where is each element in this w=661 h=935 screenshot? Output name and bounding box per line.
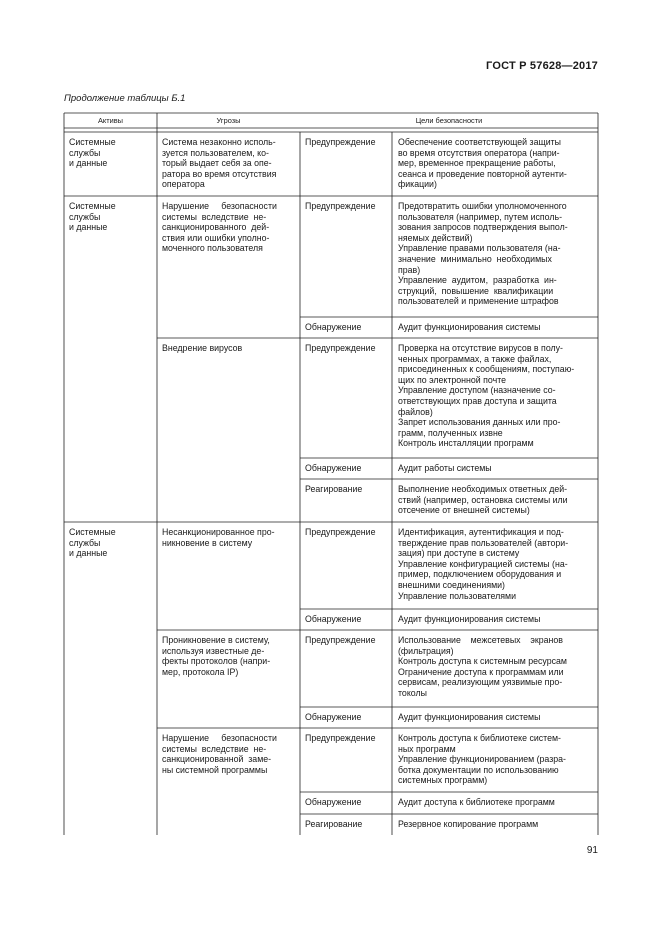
standard-code: ГОСТ Р 57628—2017 [486, 60, 598, 72]
header-assets: Активы [98, 116, 123, 125]
measure-type-cell: Обнаружение [305, 322, 362, 332]
goal-cell: Аудит функционирования системы [398, 322, 541, 332]
goal-cell: Контроль доступа к библиотеке систем- ных программ Управление функционированием (разра- ботка документации по использованию системных программ) [398, 733, 566, 786]
asset-cell: Системные службы и данные [69, 527, 116, 559]
goal-cell: Резервное копирование программ [398, 819, 539, 829]
threat-cell: Внедрение вирусов [162, 343, 243, 353]
measure-type-cell: Обнаружение [305, 712, 362, 722]
threat-cell: Несанкционированное про- никновение в систему [162, 527, 275, 548]
goal-cell: Идентификация, аутентификация и под- тверждение прав пользователей (автори- зация) при доступе в систему Управление конфигурацией системы (на- пример, подключением оборудования и внешними соединениями) Управление пользователями [398, 527, 569, 601]
measure-type-cell: Обнаружение [305, 463, 362, 473]
measure-type-cell: Предупреждение [305, 527, 376, 537]
table-caption: Продолжение таблицы Б.1 [64, 93, 186, 104]
threat-cell: Нарушение безопасности системы вследствие не- санкционированного дей- ствия или ошибки уполно- моченного пользователя [162, 201, 277, 254]
page-number: 91 [586, 845, 598, 856]
measure-type-cell: Реагирование [305, 484, 363, 494]
measure-type-cell: Предупреждение [305, 343, 376, 353]
goal-cell: Аудит функционирования системы [398, 712, 541, 722]
measure-type-cell: Обнаружение [305, 797, 362, 807]
measure-type-cell: Предупреждение [305, 635, 376, 645]
header-goals: Цели безопасности [415, 116, 483, 125]
asset-cell: Системные службы и данные [69, 137, 116, 169]
goal-cell: Аудит доступа к библиотеке программ [398, 797, 555, 807]
threat-cell: Проникновение в систему, используя известные де- фекты протоколов (напри- мер, протокола IP) [162, 635, 271, 677]
measure-type-cell: Предупреждение [305, 137, 376, 147]
threat-cell: Нарушение безопасности системы вследствие не- санкционированной заме- ны системной программы [162, 733, 277, 775]
goal-cell: Аудит работы системы [398, 463, 492, 473]
measure-type-cell: Реагирование [305, 819, 363, 829]
goal-cell: Использование межсетевых экранов (фильтрация) Контроль доступа к системным ресурсам Ограничение доступа к программам или сервисам, реализующим уязвимые про- токолы [398, 635, 567, 698]
goal-cell: Обеспечение соответствующей защиты во время отсутствия оператора (напри- мер, временное прекращение работы, сеанса и проведение повторной аутенти- фикации) [398, 137, 567, 190]
goal-cell: Выполнение необходимых ответных дей- ствий (например, остановка системы или отсечение от внешней системы) [398, 484, 568, 516]
measure-type-cell: Предупреждение [305, 201, 376, 211]
asset-cell: Системные службы и данные [69, 201, 116, 233]
measure-type-cell: Обнаружение [305, 614, 362, 624]
header-threats: Угрозы [216, 116, 241, 125]
measure-type-cell: Предупреждение [305, 733, 376, 743]
goal-cell: Аудит функционирования системы [398, 614, 541, 624]
goal-cell: Предотвратить ошибки уполномоченного пользователя (например, путем исполь- зования запросов подтверждения выпол- няемых действий) Управление правами пользователя (на- значение минимально необходимых прав) Управление аудитом, разработка ин- струкций, повышение квалификации пользователей и применение штрафов [398, 201, 568, 307]
goal-cell: Проверка на отсутствие вирусов в полу- ченных программах, а также файлах, присоединенных к сообщениям, поступаю- щих по электронной почте Управление доступом (назначение со- ответствующих прав доступа и защита файлов) Запрет использования данных или про- грамм, полученных извне Контроль инсталляции программ [398, 343, 575, 449]
threat-cell: Система незаконно исполь- зуется пользователем, ко- торый выдает себя за опе- ратора во время отсутствия оператора [162, 137, 277, 190]
